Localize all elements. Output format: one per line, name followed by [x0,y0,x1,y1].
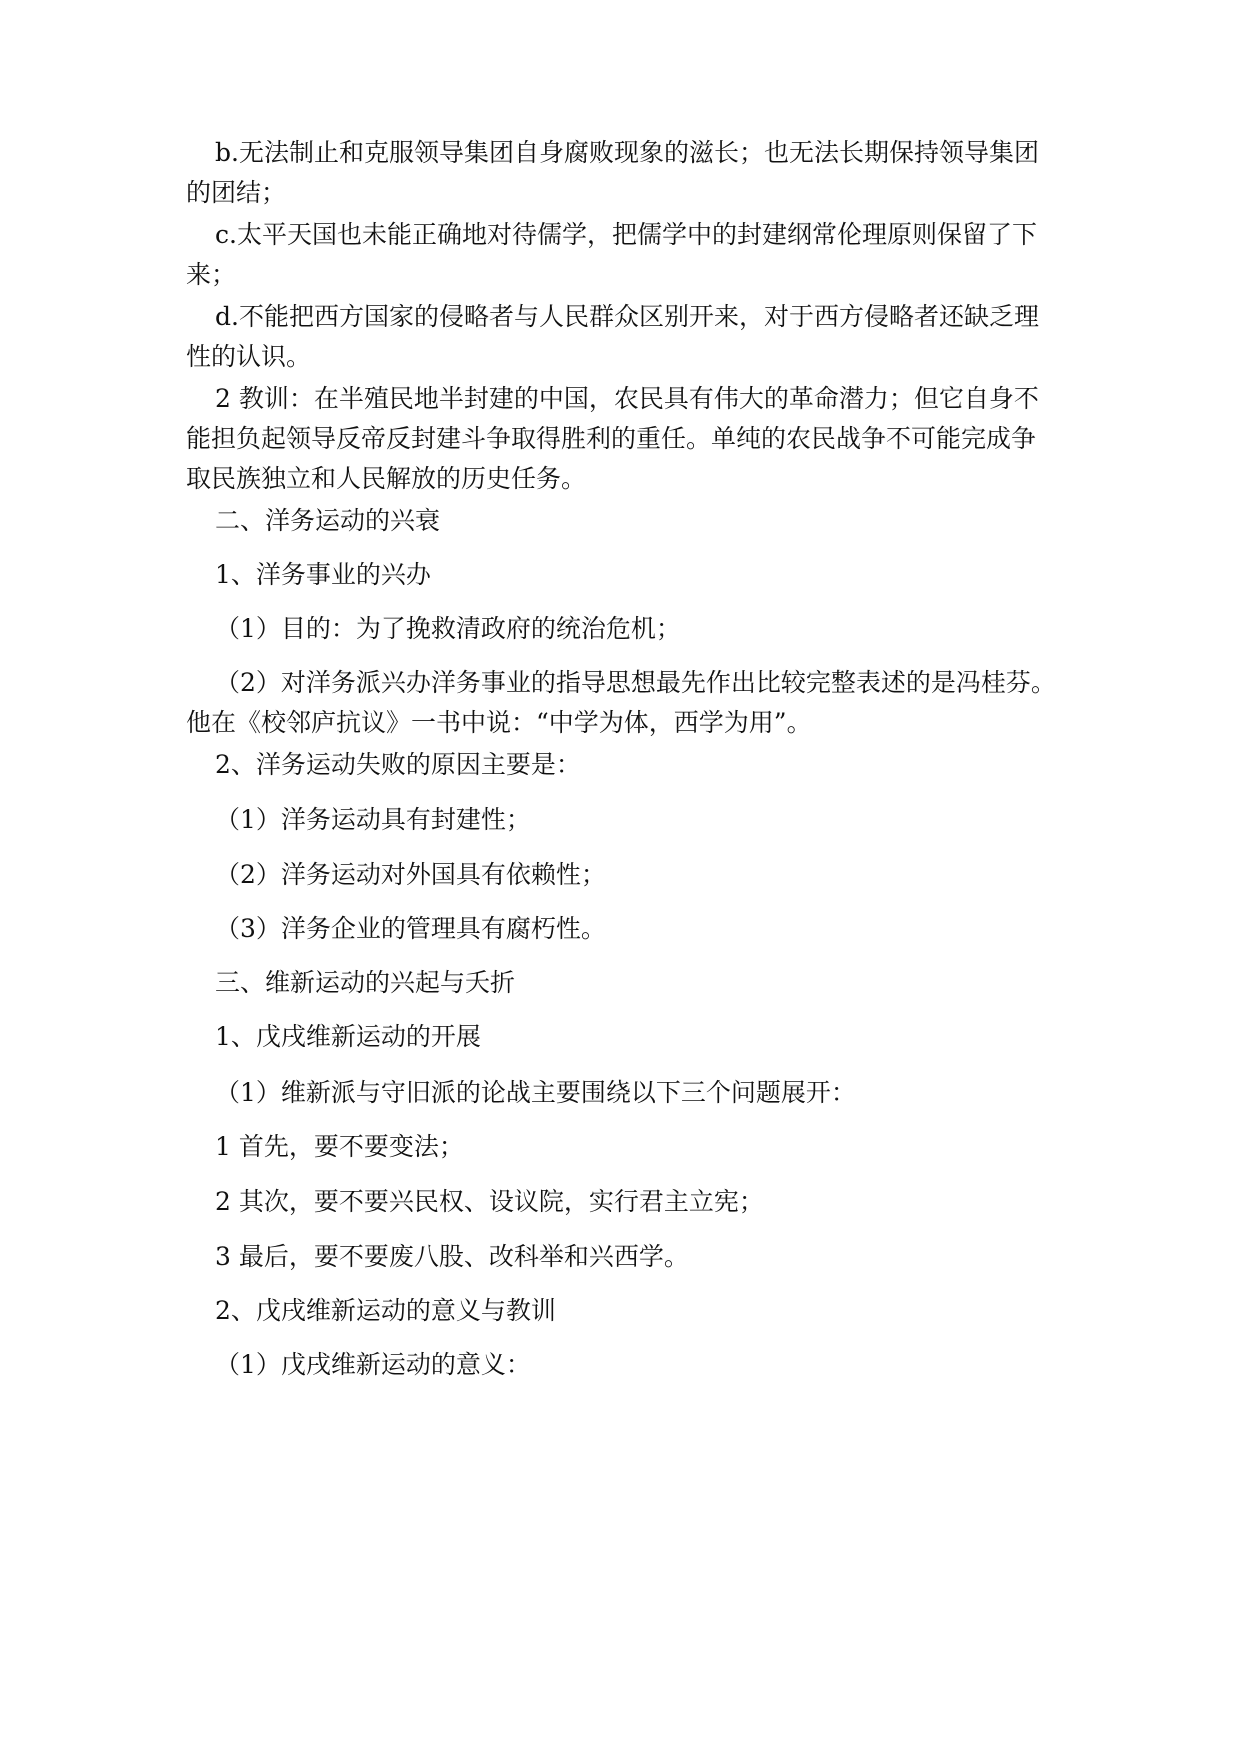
paragraph-line: 1 首先，要不要变法； [215,1132,464,1161]
section-heading-reform [186,963,1056,1003]
paragraph-line: 他在《校邻庐抗议》一书中说：“中学为体，西学为用”。 [186,708,812,737]
heading-line: 三、维新运动的兴起与夭折 [215,968,516,997]
subheading-westernization-undertaking [186,555,1056,595]
paragraph-line: 2 教训：在半殖民地半封建的中国，农民具有伟大的革命潜力；但它自身不 [215,384,1039,413]
paragraph-lesson [186,379,1056,499]
paragraph-b-corruption [186,133,1056,213]
subheading-reform-significance [186,1291,1056,1331]
list-item-second [186,1182,1056,1222]
heading-line: 2、戊戌维新运动的意义与教训 [215,1296,556,1325]
heading-line: 1、洋务事业的兴办 [215,560,431,589]
paragraph-line: （1）目的：为了挽救清政府的统治危机； [215,614,681,643]
list-item-management [186,909,1056,949]
list-item-feudal [186,800,1056,840]
heading-line: 二、洋务运动的兴衰 [215,506,441,535]
paragraph-line: （2）洋务运动对外国具有依赖性； [215,860,606,889]
list-item-dependence [186,855,1056,895]
paragraph-line: b.无法制止和克服领导集团自身腐败现象的滋长；也无法长期保持领导集团 [215,138,1039,167]
paragraph-line: 的团结； [186,178,287,207]
subheading-failure-reasons [186,745,1056,785]
list-item-third [186,1237,1056,1277]
section-heading-westernization [186,501,1056,541]
list-item-guiding-thought [186,663,1056,743]
paragraph-d-invaders [186,297,1056,377]
paragraph-line: 取民族独立和人民解放的历史任务。 [186,464,587,493]
paragraph-line: （1）洋务运动具有封建性； [215,805,531,834]
heading-line: 2、洋务运动失败的原因主要是： [215,750,581,779]
list-item-debate [186,1073,1056,1113]
paragraph-line: c.太平天国也未能正确地对待儒学，把儒学中的封建纲常伦理原则保留了下 [215,220,1037,249]
heading-line: 1、戊戌维新运动的开展 [215,1022,481,1051]
paragraph-c-confucianism [186,215,1056,295]
paragraph-line: 性的认识。 [186,342,312,371]
paragraph-line: （2）对洋务派兴办洋务事业的指导思想最先作出比较完整表述的是冯桂芬。 [215,668,1056,697]
paragraph-line: 来； [186,260,237,289]
list-item-first [186,1127,1056,1167]
list-item-purpose [186,609,1056,649]
paragraph-line: 能担负起领导反帝反封建斗争取得胜利的重任。单纯的农民战争不可能完成争 [186,424,1037,453]
paragraph-line: 3 最后，要不要废八股、改科举和兴西学。 [215,1242,689,1271]
subheading-reform-development [186,1017,1056,1057]
paragraph-line: （1）维新派与守旧派的论战主要围绕以下三个问题展开： [215,1078,856,1107]
paragraph-line: 2 其次，要不要兴民权、设议院，实行君主立宪； [215,1187,764,1216]
paragraph-line: d.不能把西方国家的侵略者与人民群众区别开来，对于西方侵略者还缺乏理 [215,302,1039,331]
paragraph-line: （1）戊戌维新运动的意义： [215,1350,531,1379]
paragraph-line: （3）洋务企业的管理具有腐朽性。 [215,914,606,943]
list-item-significance [186,1345,1056,1385]
